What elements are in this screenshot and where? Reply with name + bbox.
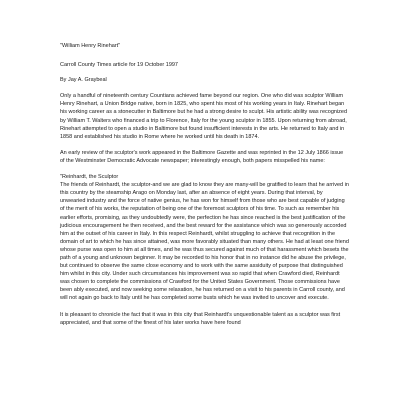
paragraph-closing: It is pleasant to chronicle the fact that it was in this city that Reinhardt's unquestionable talent as a sculptor was first appreciated, and that some of the finest of his later works have here found: [60, 311, 341, 326]
paragraph-intro: Only a handful of nineteenth century Countians achieved fame beyond our region. One who did was sculptor William Henry Rinehart, a Union Bridge native, born in 1825, who spent his most of his working years in Italy. Rinehart began his working career as a stonecutter in Baltimore but he had a strong desire to sculpt. His artistic ability was recognized by William T. Walters who financed a trip to Florence, Italy for the young sculptor in 1855. Upon returning from abroad, Rinehart attempted to open a studio in Baltimore but found insufficient interests in the arts. He returned to Italy and in 1858 and established his studio in Rome where he worked until his death in 1874.: [60, 93, 348, 140]
quote-heading: "Reinhardt, the Sculptor: [60, 174, 119, 181]
document-subtitle: Carroll County Times article for 19 October 1997: [60, 62, 178, 69]
document-body: [60, 42, 349, 335]
document-byline: By Jay A. Graybeal: [60, 77, 107, 84]
quote-body: The friends of Reinhardt, the sculptor-and we are glad to know they are many-will be gratified to learn that he arrived in this country by the steamship Arago on Monday last, after an absence of eight years. During that interval, by unwearied industry and the force of native genius, he has won for himself from those who are best capable of judging of the merit of his works, the reputation of being one of the foremost sculptors of his time. To such as remember his earlier efforts, promising, as they undoubtedly were, the perfection he has since reached is the best justification of the judicious encouragement he then received, and the best reward for the assistance which was so generously accorded him at the outset of his career in Italy. In this respect Reinhardt, whilst struggling to achieve that recognition in the domain of art to which he has since attained, was more favorably situated than many others. He had at least one friend whose purse was open to him at all times, and he was thus secured against much of that harassment which besets the path of a young and unknown beginner. It may be recorded to his honor that in no instance did he abuse the privilege, but continued to observe the same close economy and to work with the same assiduity of purpose that distinguished him whilst in this city. Under such circumstances his improvement was so rapid that when Crawford died, Reinhardt was chosen to complete the commissions of Crawford for the United States Government. Those commissions have been ably executed, and now seeking some relaxation, he has returned on a visit to his parents in Carroll county, and will not again go back to Italy until he has completed some busts which he was invited to uncover and execute.: [60, 182, 349, 302]
paragraph-review: An early review of the sculptor's work appeared in the Baltimore Gazette and was reprinted in the 12 July 1866 issue of the Westminster Democratic Advocate newspaper; interestingly enough, both papers misspelled his name:: [60, 149, 344, 164]
document-title: "William Henry Rinehart": [60, 43, 121, 49]
